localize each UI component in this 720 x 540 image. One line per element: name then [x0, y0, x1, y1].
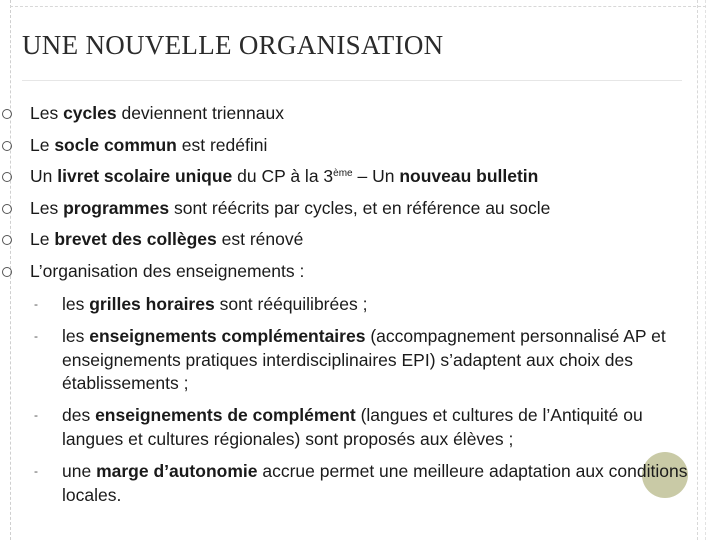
slide-title: UNE NOUVELLE ORGANISATION — [22, 30, 444, 60]
frame-right-border-outer — [705, 0, 706, 540]
dash-marker: - — [34, 328, 38, 343]
bullet-cycles: Les cycles deviennent triennaux — [0, 98, 692, 130]
title-divider — [22, 80, 682, 81]
bullet-circle-icon — [2, 172, 12, 182]
bullet-livret: Un livret scolaire unique du CP à la 3ème – Un nouveau bulletin — [0, 161, 692, 193]
bullet-list — [0, 98, 692, 509]
bullet-programmes: Les programmes sont réécrits par cycles, et en référence au socle — [0, 193, 692, 225]
bullet-circle-icon — [2, 235, 12, 245]
bullet-circle-icon — [2, 204, 12, 214]
sub-list — [30, 287, 692, 509]
sub-item-autonomie: - une marge d’autonomie accrue permet une meilleure adaptation aux conditions locales. — [34, 460, 688, 505]
dash-marker: - — [34, 463, 38, 478]
sub-item-complementaires: - les enseignements complémentaires (accompagnement personnalisé AP et enseignements pratiques interdisciplinaires EPI) s’adaptent aux choix des établissements ; — [34, 325, 666, 394]
dash-marker: - — [34, 408, 38, 423]
bullet-circle-icon — [2, 267, 12, 277]
bullet-circle-icon — [2, 141, 12, 151]
dash-marker: - — [34, 297, 38, 311]
bullet-organisation: L’organisation des enseignements : - les grilles horaires sont rééquilibrées ; - les enseignements complémentaires (accompagnement personnalisé AP et enseignements pratiques interdisciplinaires EPI) s’adaptent aux choix des établissements ; - des enseignements de complément (langues et cultures de l’Antiquité ou langues et cultures régionales) sont proposés aux élèves ; - une marge d’autonomie accrue permet une meilleure adaptation aux conditions locales. — [0, 256, 692, 510]
frame-right-border — [697, 0, 698, 540]
bullet-circle-icon — [2, 109, 12, 119]
frame-top-border — [10, 6, 706, 7]
sub-item-complement: - des enseignements de complément (langues et cultures de l’Antiquité ou langues et cultures régionales) sont proposés aux élèves ; — [34, 405, 643, 449]
sub-item-grilles: - les grilles horaires sont rééquilibrées ; — [30, 287, 692, 319]
bullet-socle: Le socle commun est redéfini — [0, 130, 692, 162]
bullet-brevet: Le brevet des collèges est rénové — [0, 224, 692, 256]
